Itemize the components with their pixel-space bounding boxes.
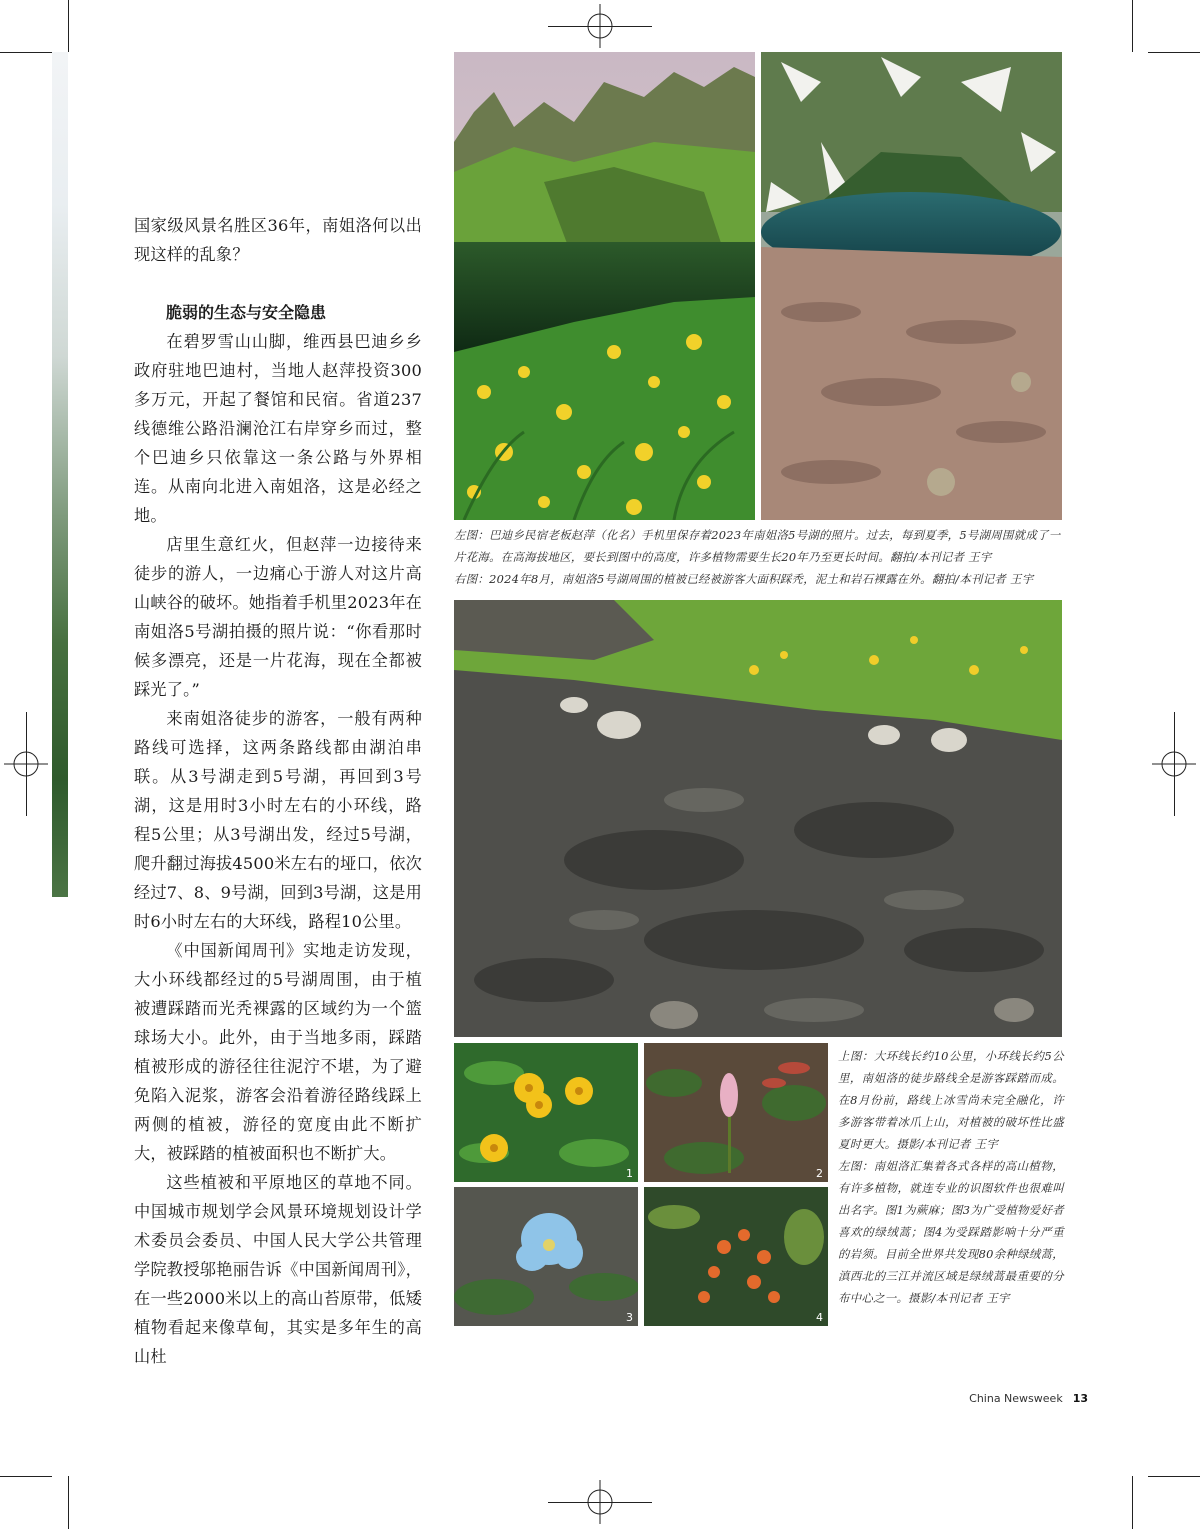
photo-lake-trampled-2024 xyxy=(761,52,1062,520)
caption-top xyxy=(454,524,1064,590)
photo-muddy-trail xyxy=(454,600,1062,1037)
magazine-name: China Newsweek xyxy=(969,1392,1063,1405)
edge-photo-strip xyxy=(52,52,68,897)
figure-number: 1 xyxy=(626,1167,633,1180)
intro-paragraph: 国家级风景名胜区36年，南姐洛何以出现这样的乱象？ xyxy=(134,216,422,264)
registration-mark-icon xyxy=(1152,742,1196,786)
photo-plant-2 xyxy=(644,1043,828,1182)
caption-plant-photos: 左图：南姐洛汇集着各式各样的高山植物，有许多植物，就连专业的识图软件也很难叫出名字。图1为蕨麻；图3为广受植物爱好者喜欢的绿绒蒿；图4为受踩踏影响十分严重的岩须。目前全世界共发现80余种绿绒蒿，滇西北的三江并流区域是绿绒蒿最重要的分布中心之一。摄影/本刊记者 王宇 xyxy=(838,1159,1064,1305)
page-footer xyxy=(969,1392,1088,1405)
body-paragraph: 店里生意红火，但赵萍一边接待来徒步的游人，一边痛心于游人对这片高山峡谷的破坏。她指着手机里2023年在南姐洛5号湖拍摄的照片说：“你看那时候多漂亮，还是一片花海，现在全都被踩光了。” xyxy=(134,535,422,699)
registration-mark-icon xyxy=(578,4,622,48)
article-intro xyxy=(134,211,422,269)
photo-plant-3 xyxy=(454,1187,638,1326)
figure-number: 3 xyxy=(626,1311,633,1324)
caption-upper-photo: 上图：大环线长约10公里，小环线长约5公里，南姐洛的徒步路线全是游客踩踏而成。在8月份前，路线上冰雪尚未完全融化，许多游客带着冰爪上山，对植被的破坏性比盛夏时更大。摄影/本刊记者 王宇 xyxy=(838,1049,1064,1151)
figure-number: 4 xyxy=(816,1311,823,1324)
caption-side xyxy=(838,1045,1064,1309)
registration-mark-icon xyxy=(4,742,48,786)
photo-plant-1 xyxy=(454,1043,638,1182)
article-body xyxy=(134,327,422,1371)
body-paragraph: 在碧罗雪山山脚，维西县巴迪乡乡政府驻地巴迪村，当地人赵萍投资300多万元，开起了餐馆和民宿。省道237线德维公路沿澜沧江右岸穿乡而过，整个巴迪乡只依靠这一条公路与外界相连。从南向北进入南姐洛，这是必经之地。 xyxy=(134,332,422,525)
caption-right-photo: 右图：2024年8月，南姐洛5号湖周围的植被已经被游客大面积踩秃，泥土和岩石裸露在外。翻拍/本刊记者 王宇 xyxy=(454,572,1034,586)
body-paragraph: 来南姐洛徒步的游客，一般有两种路线可选择，这两条路线都由湖泊串联。从3号湖走到5号湖，再回到3号湖，这是用时3小时左右的小环线，路程5公里；从3号湖出发，经过5号湖，爬升翻过海拔4500米左右的垭口，依次经过7、8、9号湖，回到3号湖，这是用时6小时左右的大环线，路程10公里。 xyxy=(134,709,422,931)
figure-number: 2 xyxy=(816,1167,823,1180)
photo-lake-flowers-2023 xyxy=(454,52,755,520)
body-paragraph: 《中国新闻周刊》实地走访发现，大小环线都经过的5号湖周围，由于植被遭踩踏而光秃裸露的区域约为一个篮球场大小。此外，由于当地多雨，踩踏植被形成的游径往往泥泞不堪，为了避免陷入泥浆，游客会沿着游径路线踩上两侧的植被，游径的宽度由此不断扩大，被踩踏的植被面积也不断扩大。 xyxy=(134,941,422,1163)
photo-plant-4 xyxy=(644,1187,828,1326)
section-heading: 脆弱的生态与安全隐患 xyxy=(166,303,327,322)
page-number: 13 xyxy=(1072,1392,1088,1405)
caption-left-photo: 左图：巴迪乡民宿老板赵萍（化名）手机里保存着2023年南姐洛5号湖的照片。过去，每到夏季，5号湖周围就成了一片花海。在高海拔地区，要长到图中的高度，许多植物需要生长20年乃至更长时间。翻拍/本刊记者 王宇 xyxy=(454,528,1061,564)
registration-mark-icon xyxy=(578,1480,622,1524)
body-paragraph: 这些植被和平原地区的草地不同。中国城市规划学会风景环境规划设计学术委员会委员、中国人民大学公共管理学院教授邬艳丽告诉《中国新闻周刊》，在一些2000米以上的高山苔原带，低矮植物看起来像草甸，其实是多年生的高山杜 xyxy=(134,1173,422,1366)
